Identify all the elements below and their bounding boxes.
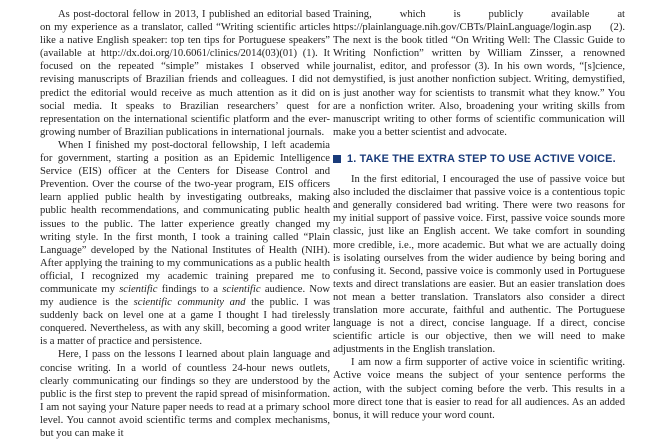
text-run: findings to a bbox=[157, 283, 223, 295]
paragraph-intro: As post-doctoral fellow in 2013, I published an editorial based on my experience as a translator, called “Writing scientific articles like a native English speaker: top ten tips for Portuguese speakers” (available at http://dx.doi.org/10.6061/clinics/2014(03)(01) (1). It focused on the repeated “simple” mistakes I observed while revising manuscripts of Brazilian friends and colleagues. I did not predict the editorial would receive as much attention as it did on social media. It speaks to Brazilian researchers’ quest for representation on the international scientific platform and the ever-growing number of Brazilian publications in international journals. bbox=[40, 9, 330, 138]
emphasis: scientific bbox=[119, 283, 158, 295]
section-heading-text: 1. TAKE THE EXTRA STEP TO USE ACTIVE VOICE. bbox=[347, 152, 616, 165]
paragraph-training: Training, which is publicly available at https://plainlanguage.nih.gov/CBTs/PlainLanguage/login.asp (2). The next is the book titled “On Writing Well: The Classic Guide to Writing Nonfiction” written by William Zinsser, a renowned journalist, editor, and professor (3). In his own words, “[s]cience, demystified, is just another nonfiction subject. Writing, demystified, is just another way for scientists to transmit what they know.” You are a nonfiction writer. Also, broadening your writing skills from manuscript writing to other forms of scientific communication will make you a better scientist and advocate. bbox=[333, 9, 625, 138]
emphasis: scientific bbox=[222, 283, 261, 295]
right-column bbox=[333, 8, 625, 422]
emphasis: scientific community bbox=[133, 297, 224, 309]
heading-square-icon bbox=[333, 155, 341, 163]
emphasis: and bbox=[229, 297, 246, 309]
text-run: the public. I was suddenly back on level one at a game I thought I had tirelessly conquered. Nevertheless, as with any skill, becoming a good writer is a matter of practice and persistence. bbox=[40, 297, 331, 348]
paragraph-passive-voice: In the first editorial, I encouraged the use of passive voice but also included the disclaimer that passive voice is a contentious topic and generally considered bad writing. There were two reasons for my initial support of passive voice. First, passive voice sounds more classic, just like an English accent. We take comfort in sounding more credible, i.e., more academic. But what we are actually doing is isolating ourselves from the wider audience by being boring and confusing it. Second, passive voice is commonly used in Portuguese texts and direct translations are easier. But an easier translation does not mean a better translation. Translators also consider a direct translation more accurate, faithful and authentic. The Portuguese language is not a direct, concise language. If a direct, concise scientific article is our objective, then we will need to make adjustments in the English translation. bbox=[333, 174, 625, 356]
paragraph-active-voice: I am now a firm supporter of active voice in scientific writing. Active voice means the subject of your sentence performs the action, with the subject coming before the verb. This results in a more direct tone that is easier to read for all audiences. As an added bonus, it will reduce your word count. bbox=[333, 357, 625, 421]
text-run: When I finished my post-doctoral fellowship, I left academia for government, starting a position as an Epidemic Intelligence Service (EIS) officer at the Centers for Disease Control and Prevention. Over the course of the two-year program, EIS officers learn applied public health by investigating outbreaks, making public health recommendations, and communicating public health issues to the public. The latter experience greatly changed my writing style. In the first month, I took a training called “Plain Language” developed by the National Institutes of Health (NIH). After applying the training to my communications as a public health official, I recognized my academic training prepared me to communicate my bbox=[40, 139, 330, 295]
section-heading bbox=[333, 153, 625, 166]
text-run: audience. Now my audience is the bbox=[40, 283, 331, 309]
paragraph-eis bbox=[40, 139, 330, 349]
paragraph-plain-language: Here, I pass on the lessons I learned about plain language and concise writing. In a world of countless 24-hour news outlets, clearly communicating our findings so they are understood by the public is the first step to prevent the rapid spread of misinformation. I am not saying your Nature paper needs to read at a primary school level. You cannot avoid scientific terms and complex mechanisms, but you can make it bbox=[40, 349, 330, 439]
left-column bbox=[40, 8, 330, 440]
